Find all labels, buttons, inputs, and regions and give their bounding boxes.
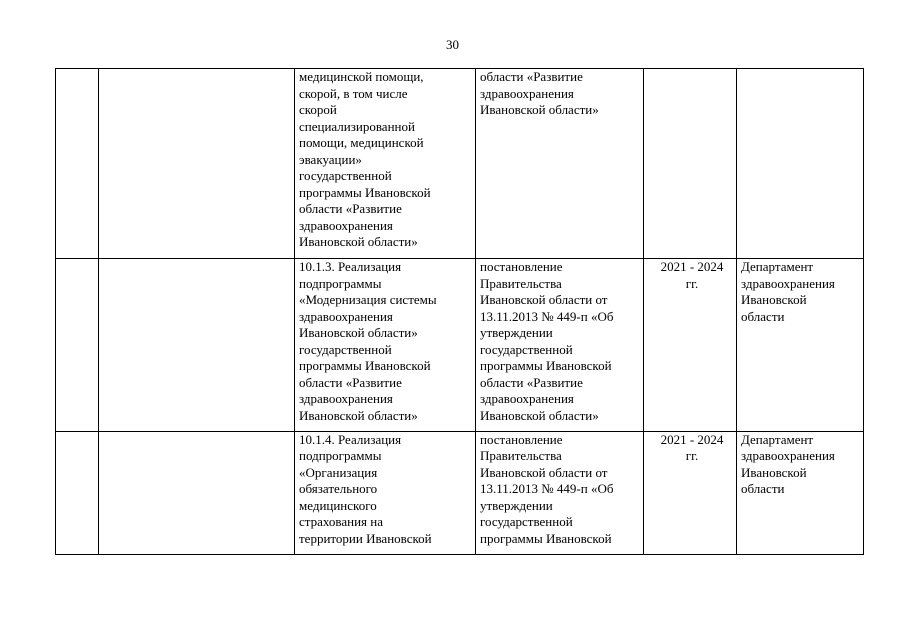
- table-row: [56, 259, 864, 431]
- document-cell: постановление Правительства Ивановской области от 13.11.2013 № 449-п «Об утверждении государственной программы Ивановской области «Развитие здравоохранения Ивановской области»: [476, 259, 644, 431]
- goal-cell: [99, 431, 295, 554]
- document-cell: постановление Правительства Ивановской области от 13.11.2013 № 449-п «Об утверждении государственной программы Ивановской: [476, 431, 644, 554]
- goal-cell: [99, 69, 295, 259]
- measures-table: [55, 68, 864, 555]
- period-cell: 2021 - 2024 гг.: [644, 259, 737, 431]
- period-cell: [644, 69, 737, 259]
- table-row: [56, 69, 864, 259]
- number-cell: [56, 431, 99, 554]
- goal-cell: [99, 259, 295, 431]
- measure-cell: медицинской помощи, скорой, в том числе скорой специализированной помощи, медицинской эвакуации» государственной программы Ивановской области «Развитие здравоохранения Ивановской области»: [295, 69, 476, 259]
- page-number: 30: [446, 37, 459, 52]
- period-cell: 2021 - 2024 гг.: [644, 431, 737, 554]
- number-cell: [56, 69, 99, 259]
- responsible-cell: [737, 69, 864, 259]
- table-row: [56, 431, 864, 554]
- measure-cell: 10.1.3. Реализация подпрограммы «Модернизация системы здравоохранения Ивановской области» государственной программы Ивановской области «Развитие здравоохранения Ивановской области»: [295, 259, 476, 431]
- measure-cell: 10.1.4. Реализация подпрограммы «Организация обязательного медицинского страхования на территории Ивановской: [295, 431, 476, 554]
- responsible-cell: Департамент здравоохранения Ивановской области: [737, 431, 864, 554]
- number-cell: [56, 259, 99, 431]
- responsible-cell: Департамент здравоохранения Ивановской области: [737, 259, 864, 431]
- document-cell: области «Развитие здравоохранения Ивановской области»: [476, 69, 644, 259]
